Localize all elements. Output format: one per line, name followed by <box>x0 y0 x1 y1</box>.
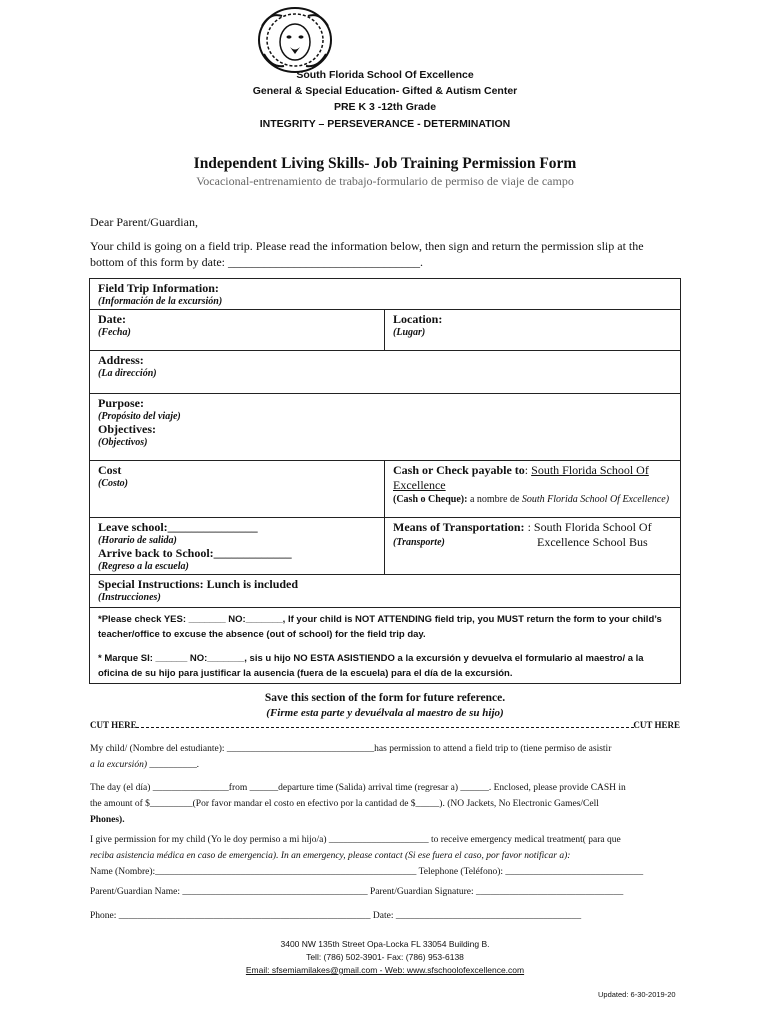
payable-label: Cash or Check payable to <box>393 463 525 477</box>
leave-school-label-es: (Horario de salida) <box>98 535 177 546</box>
footer-updated: Updated: 6-30-2019-20 <box>598 990 676 999</box>
school-grades: PRE K 3 -12th Grade <box>333 101 437 113</box>
location-label-es: (Lugar) <box>393 327 426 338</box>
slip-emergency-line: reciba asistencia médica en caso de emergencia). In an emergency, please contact (Si ese fuera el caso, por favor notificar a): <box>90 851 571 861</box>
attendance-note-cell <box>90 608 681 684</box>
transport-line-2 <box>393 535 672 551</box>
cut-here-left: CUT HERE <box>90 720 137 730</box>
transport-label: Means of Transportation: <box>393 520 525 534</box>
slip-phones-note: Phones). <box>90 815 125 825</box>
payable-es-label: (Cash o Cheque): <box>393 494 468 505</box>
arrive-back-label: Arrive back to School:_____________ <box>98 546 292 560</box>
address-cell[interactable] <box>90 351 681 394</box>
slip-guardian-line[interactable]: Parent/Guardian Name: _______________________________________ Parent/Guardian Signature: _______________________________ <box>90 887 624 897</box>
greeting: Dear Parent/Guardian, <box>90 215 198 229</box>
transport-value: : South Florida School Of <box>527 520 652 534</box>
footer-email-web[interactable]: Email: sfsemiamilakes@gmail.com - Web: www.sfschoolofexcellence.com <box>245 965 525 975</box>
school-center: General & Special Education- Gifted & Autism Center <box>252 85 518 97</box>
special-instructions-label-es: (Instrucciones) <box>98 592 161 603</box>
purpose-cell[interactable] <box>90 394 681 461</box>
transport-line <box>393 520 672 535</box>
special-instructions-cell[interactable] <box>90 575 681 608</box>
address-label: Address: <box>98 353 144 367</box>
slip-contact-line[interactable]: Name (Nombre):_______________________________________________________ Telephone (Teléfono): _____________________________ <box>90 867 644 877</box>
arrive-back-label-es: (Regreso a la escuela) <box>98 561 189 572</box>
intro-line-2: bottom of this form by date: ________________________________. <box>90 255 423 269</box>
field-trip-heading: Field Trip Information: <box>98 281 219 295</box>
address-label-es: (La dirección) <box>98 368 157 379</box>
payable-line: Cash or Check payable to: South Florida School Of Excellence <box>393 463 649 492</box>
cost-label-es: (Costo) <box>98 478 128 489</box>
schedule-cell[interactable] <box>90 518 385 575</box>
cut-here-right: CUT HERE <box>633 720 680 730</box>
transport-label-es: (Transporte) <box>393 537 445 548</box>
transport-cell[interactable] <box>385 518 681 575</box>
slip-medical-line[interactable]: I give permission for my child (Yo le doy permiso a mi hijo/a) _____________________ to receive emergency medical treatment( para que <box>90 835 621 845</box>
purpose-label: Purpose: <box>98 396 144 410</box>
intro-line-1: Your child is going on a field trip. Please read the information below, then sign and return the permission slip at the <box>90 239 644 253</box>
date-cell[interactable] <box>90 310 385 351</box>
slip-day-line[interactable]: The day (el día) ________________from ______departure time (Salida) arrival time (regresar a) ______. Enclosed, please provide CASH in <box>90 783 626 793</box>
leave-school-label: Leave school:_______________ <box>98 520 258 534</box>
footer-phone: Tell: (786) 502-3901- Fax: (786) 953-6138 <box>306 952 464 962</box>
attendance-note-es: * Marque SI: ______ NO:_______, sis u hijo NO ESTA ASISTIENDO a la excursión y devuelva el formulario al maestro/ a la oficina de su hijo para justificar la ausencia (fuera de la escuela) para el día de la excursión. <box>98 653 644 679</box>
objectives-label-es: (Objectivos) <box>98 437 148 448</box>
special-instructions-label: Special Instructions: Lunch is included <box>98 577 299 591</box>
form-subtitle: Vocacional-entrenamiento de trabajo-formulario de permiso de viaje de campo <box>196 174 574 188</box>
cut-dashes <box>136 727 634 728</box>
save-note: Save this section of the form for future reference. <box>264 692 506 704</box>
date-label-es: (Fecha) <box>98 327 131 338</box>
payable-es-line <box>393 493 672 507</box>
payable-es-text: a nombre de <box>469 494 520 505</box>
school-logo-lion <box>250 6 340 74</box>
field-trip-heading-cell <box>90 279 681 310</box>
payable-value: South Florida School Of Excellence <box>393 463 649 492</box>
payable-es-value: South Florida School Of Excellence) <box>521 494 670 505</box>
school-motto: INTEGRITY – PERSEVERANCE - DETERMINATION <box>259 118 511 130</box>
footer-address: 3400 NW 135th Street Opa-Locka FL 33054 Building B. <box>280 939 490 949</box>
attendance-note-en: *Please check YES: _______ NO:_______, If your child is NOT ATTENDING field trip, you MUST return the form to your child’s teacher/office to excuse the absence (out of school) for the field trip day. <box>98 614 662 640</box>
slip-phone-date-line[interactable]: Phone: _____________________________________________________ Date: _______________________________________ <box>90 911 582 921</box>
slip-child-line-2[interactable]: a la excursión) __________. <box>90 760 200 770</box>
slip-amount-line[interactable]: the amount of $_________(Por favor mandar el costo en efectivo por la cantidad de $_____). (NO Jackets, No Electronic Games/Cell <box>90 799 599 809</box>
date-label: Date: <box>98 312 126 326</box>
payable-cell[interactable] <box>385 461 681 518</box>
cost-label: Cost <box>98 463 122 477</box>
location-label: Location: <box>393 312 443 326</box>
objectives-label: Objectives: <box>98 422 156 436</box>
slip-child-line[interactable]: My child/ (Nombre del estudiante): _______________________________has permission to attend a field trip to (tiene permiso de asistir <box>90 744 612 754</box>
form-title: Independent Living Skills- Job Training Permission Form <box>193 155 577 172</box>
field-trip-table <box>89 278 681 684</box>
save-note-es: (Firme esta parte y devuélvala al maestro de su hijo) <box>266 707 504 719</box>
purpose-label-es: (Propósito del viaje) <box>98 411 181 422</box>
field-trip-heading-es: (Información de la excursión) <box>98 296 223 307</box>
school-name: South Florida School Of Excellence <box>296 69 474 81</box>
transport-value-2: Excellence School Bus <box>537 535 648 549</box>
location-cell[interactable] <box>385 310 681 351</box>
cost-cell[interactable] <box>90 461 385 518</box>
cut-line <box>90 720 680 732</box>
